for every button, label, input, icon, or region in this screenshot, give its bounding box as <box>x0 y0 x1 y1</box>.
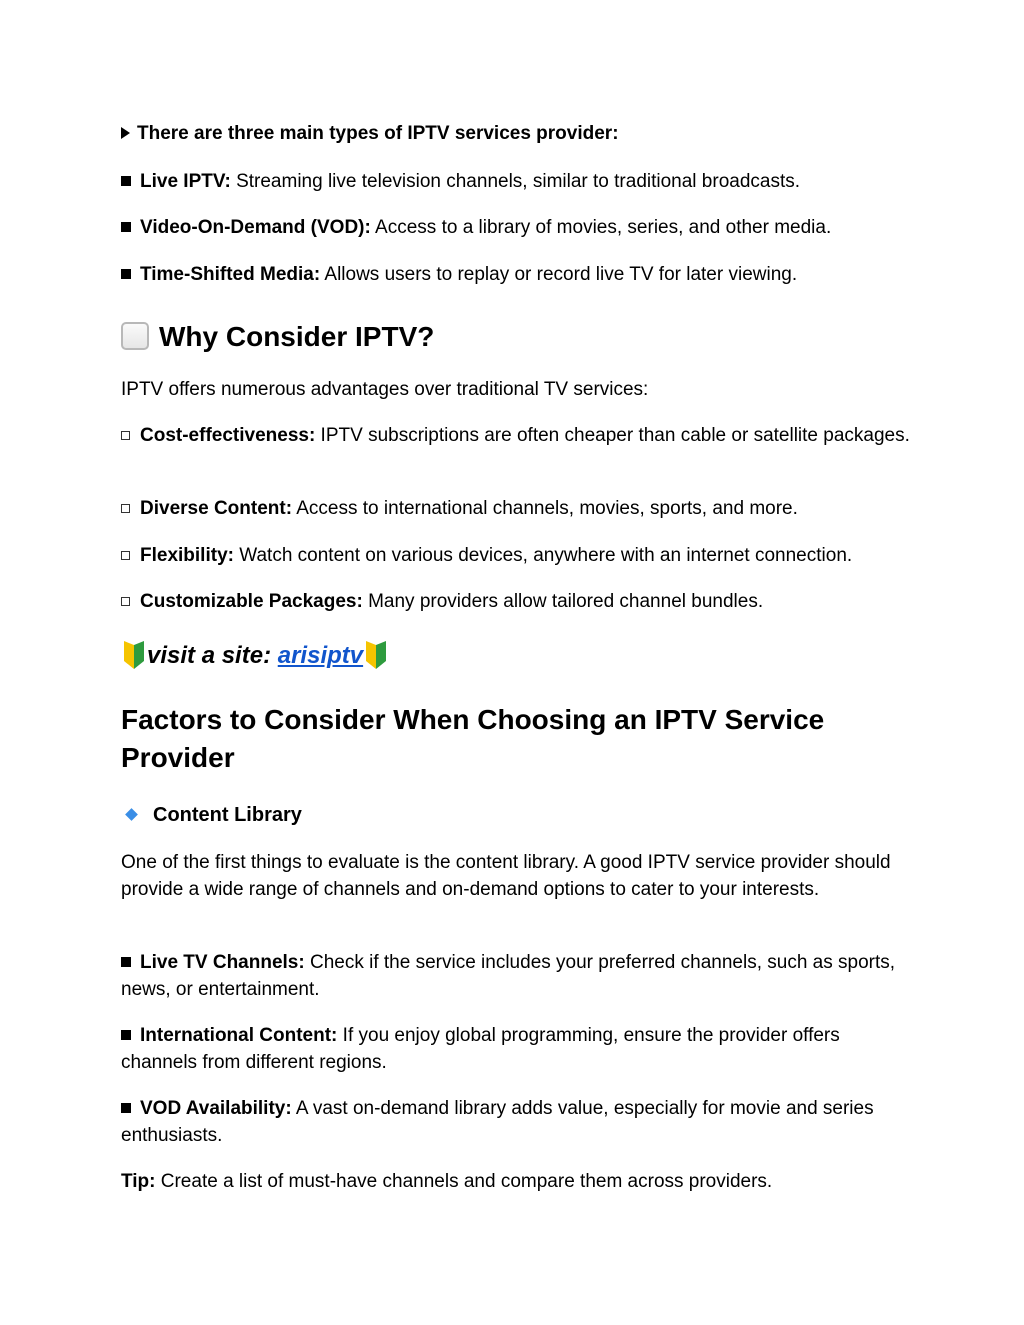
intro-heading <box>121 120 911 147</box>
item-desc: If you enjoy global programming, ensure the provider offers channels from different regions. <box>121 1025 840 1073</box>
item-term: Time-Shifted Media: <box>140 264 321 285</box>
item-term: Diverse Content: <box>140 498 293 519</box>
list-item <box>121 1095 911 1149</box>
item-term: Customizable Packages: <box>140 591 363 612</box>
hollow-square-bullet-icon <box>121 597 130 606</box>
item-desc: IPTV subscriptions are often cheaper than cable or satellite packages. <box>315 425 910 446</box>
item-desc: A vast on-demand library adds value, especially for movie and series enthusiasts. <box>121 1098 874 1146</box>
item-term: Flexibility: <box>140 545 234 566</box>
item-desc: Access to a library of movies, series, and other media. <box>370 217 832 238</box>
list-item <box>121 949 911 1003</box>
tip-line <box>121 1168 911 1195</box>
hollow-square-bullet-icon <box>121 551 130 560</box>
item-desc: Streaming live television channels, similar to traditional broadcasts. <box>230 171 801 192</box>
item-desc: Access to international channels, movies, sports, and more. <box>292 498 798 519</box>
list-item <box>121 422 911 449</box>
square-bullet-icon <box>121 957 131 967</box>
tip-text: Create a list of must-have channels and compare them across providers. <box>155 1171 773 1192</box>
content-library-heading-text: Content Library <box>153 804 302 826</box>
list-item <box>121 588 911 615</box>
square-bullet-icon <box>121 222 131 232</box>
item-term: Video-On-Demand (VOD): <box>140 217 371 238</box>
why-heading <box>121 318 434 356</box>
list-item <box>121 261 911 288</box>
list-item <box>121 214 911 241</box>
item-term: International Content: <box>140 1025 338 1046</box>
why-heading-text: Why Consider IPTV? <box>159 321 435 352</box>
item-desc: Watch content on various devices, anywhere with an internet connection. <box>233 545 853 566</box>
visit-line <box>121 639 389 672</box>
item-desc: Check if the service includes your preferred channels, such as sports, news, or entertainment. <box>121 952 896 1000</box>
visit-prefix: visit a site: <box>147 642 278 669</box>
item-term: VOD Availability: <box>140 1098 292 1119</box>
item-term: Cost-effectiveness: <box>140 425 316 446</box>
factors-heading: Factors to Consider When Choosing an IPTV Service Provider <box>121 704 825 773</box>
arisiptv-link[interactable]: arisiptv <box>277 642 364 669</box>
list-item <box>121 542 911 569</box>
list-item <box>121 1022 911 1076</box>
list-item <box>121 168 911 195</box>
square-bullet-icon <box>121 269 131 279</box>
hollow-square-bullet-icon <box>121 504 130 513</box>
item-term: Live IPTV: <box>140 171 231 192</box>
square-bullet-icon <box>121 176 131 186</box>
item-term: Live TV Channels: <box>140 952 305 973</box>
square-bullet-icon <box>121 1030 131 1040</box>
item-desc: Many providers allow tailored channel bundles. <box>362 591 764 612</box>
triangle-bullet-icon <box>121 127 130 139</box>
white-square-icon <box>121 322 149 350</box>
square-bullet-icon <box>121 1103 131 1113</box>
list-item <box>121 495 911 522</box>
hollow-square-bullet-icon <box>121 431 130 440</box>
content-library-heading <box>121 801 302 829</box>
beginner-symbol-icon <box>363 639 389 669</box>
item-desc: Allows users to replay or record live TV for later viewing. <box>320 264 798 285</box>
content-library-paragraph: One of the first things to evaluate is the content library. A good IPTV service provider should provide a wide range of channels and on-demand options to cater to your interests. <box>121 852 891 900</box>
blue-diamond-icon <box>125 808 138 821</box>
intro-heading-text: There are three main types of IPTV services provider: <box>137 123 619 144</box>
why-intro: IPTV offers numerous advantages over traditional TV services: <box>121 379 649 400</box>
beginner-symbol-icon <box>121 639 147 669</box>
tip-label: Tip: <box>121 1171 156 1192</box>
